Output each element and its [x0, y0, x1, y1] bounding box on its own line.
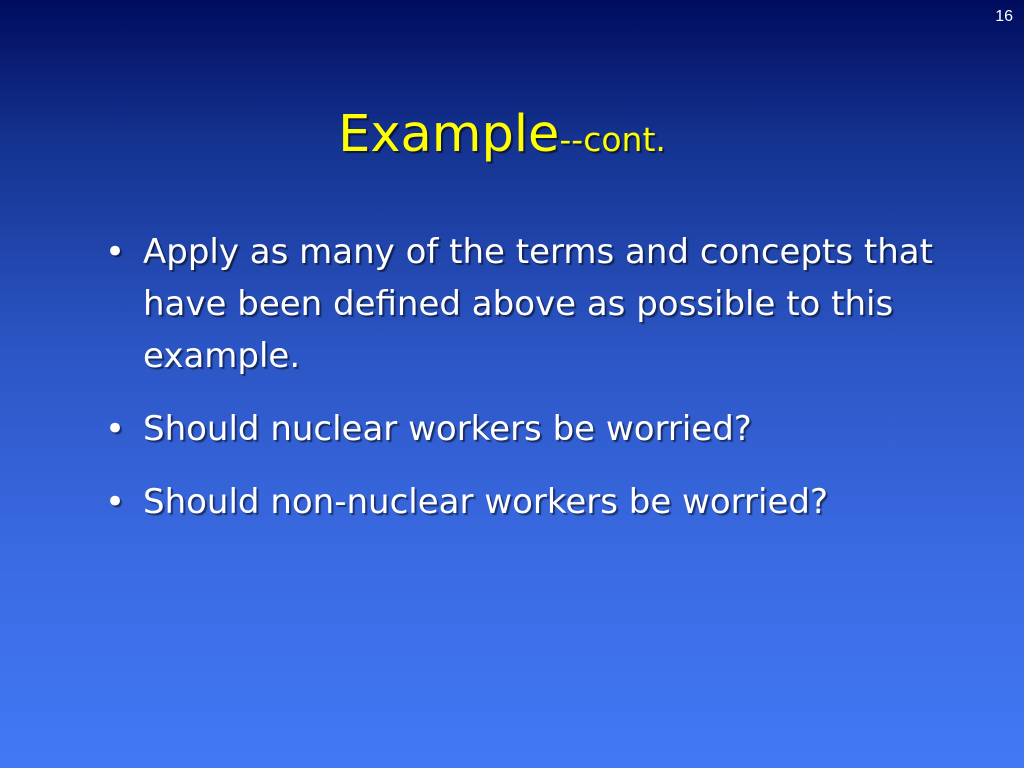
bullet-item-apply-terms	[105, 226, 935, 382]
bullet-text: Should nuclear workers be worried?	[143, 409, 752, 449]
bullet-item-nuclear-workers	[105, 403, 935, 455]
slide-number: 16	[995, 8, 1013, 25]
bullet-marker-icon: •	[105, 409, 126, 449]
bullet-item-non-nuclear-workers	[105, 476, 935, 528]
slide-title-main: Example	[338, 105, 560, 164]
bullet-marker-icon: •	[105, 482, 126, 522]
bullet-text: Apply as many of the terms and concepts that have been defined above as possible to this example.	[143, 232, 933, 376]
bullet-marker-icon: •	[105, 232, 126, 272]
bullet-list	[105, 226, 935, 549]
slide-title	[0, 105, 1004, 164]
bullet-text: Should non-nuclear workers be worried?	[143, 482, 829, 522]
slide-title-suffix: --cont.	[559, 120, 666, 159]
